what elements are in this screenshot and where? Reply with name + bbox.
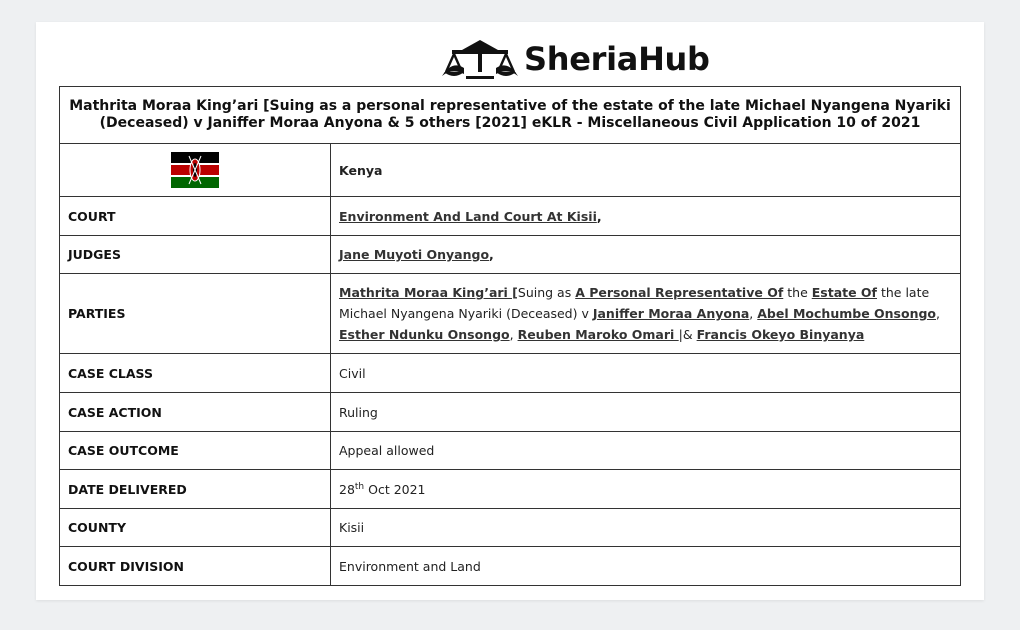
country-row [60, 144, 961, 197]
title-row [60, 87, 961, 144]
judges-value-cell: Jane Muyoti Onyango, [331, 236, 961, 274]
parties-text: |& [678, 327, 697, 342]
date-row [60, 470, 961, 509]
date-suffix: th [354, 482, 365, 493]
scales-of-justice-icon [440, 38, 520, 80]
party-link[interactable]: Janiffer Moraa Anyona [592, 306, 750, 321]
party-link[interactable]: Francis Okeyo Binyanya [696, 327, 865, 342]
court-value-cell: Environment And Land Court At Kisii, [331, 197, 961, 236]
sheriahub-logo[interactable] [440, 37, 710, 81]
parties-label: PARTIES [60, 274, 331, 354]
date-rest: Oct 2021 [364, 482, 426, 498]
party-link[interactable]: A Personal Representative Of [575, 285, 784, 300]
brand-name: SheriaHub [524, 40, 710, 78]
case-class-row [60, 354, 961, 393]
case-details-table [59, 86, 961, 586]
kenya-flag-icon [171, 162, 219, 177]
judges-label: JUDGES [60, 236, 331, 274]
party-link[interactable]: Esther Ndunku Onsongo [339, 327, 510, 342]
country-value: Kenya [331, 144, 961, 197]
county-label: COUNTY [60, 509, 331, 547]
judge-link[interactable]: Jane Muyoti Onyango [339, 247, 490, 262]
party-link[interactable]: Mathrita Moraa King’ari [ [339, 285, 518, 300]
parties-row [60, 274, 961, 354]
flag-cell [60, 144, 331, 197]
division-value: Environment and Land [331, 547, 961, 586]
case-outcome-row [60, 432, 961, 470]
case-class-value: Civil [331, 354, 961, 393]
case-outcome-label: CASE OUTCOME [60, 432, 331, 470]
division-label: COURT DIVISION [60, 547, 331, 586]
document-card [36, 22, 984, 600]
division-row [60, 547, 961, 586]
parties-value-cell: Mathrita Moraa King’ari [Suing as A Personal Representative Of the Estate Of the late Michael Nyangena Nyariki (Deceased) v Janiffer Moraa Anyona, Abel Mochumbe Onsongo, Esther Ndunku Onsongo, Reuben Maroko Omari |& Francis Okeyo Binyanya [331, 274, 961, 354]
court-row [60, 197, 961, 236]
court-label: COURT [60, 197, 331, 236]
party-link[interactable]: Abel Mochumbe Onsongo [757, 306, 937, 321]
date-label: DATE DELIVERED [60, 470, 331, 509]
case-action-row [60, 393, 961, 432]
case-action-label: CASE ACTION [60, 393, 331, 432]
case-class-label: CASE CLASS [60, 354, 331, 393]
date-value [331, 470, 961, 509]
case-action-value: Ruling [331, 393, 961, 432]
judges-row [60, 236, 961, 274]
parties-text: Suing as [517, 285, 576, 300]
party-link[interactable]: Reuben Maroko Omari [517, 327, 679, 342]
date-day: 28 [339, 482, 355, 498]
court-link[interactable]: Environment And Land Court At Kisii [339, 208, 597, 224]
party-link[interactable]: Estate Of [811, 285, 877, 300]
parties-text: the [783, 285, 812, 300]
county-row [60, 509, 961, 547]
county-value: Kisii [331, 509, 961, 547]
case-title: Mathrita Moraa King’ari [Suing as a personal representative of the estate of the late Michael Nyangena Nyariki (Deceased) v Janiffer Moraa Anyona & 5 others [2021] eKLR - Miscellaneous Civil Application 10 of 2021 [60, 87, 961, 144]
parties-text: the late Michael Nyangena Nyariki (Deceased) v [339, 285, 930, 321]
case-outcome-value: Appeal allowed [331, 432, 961, 470]
